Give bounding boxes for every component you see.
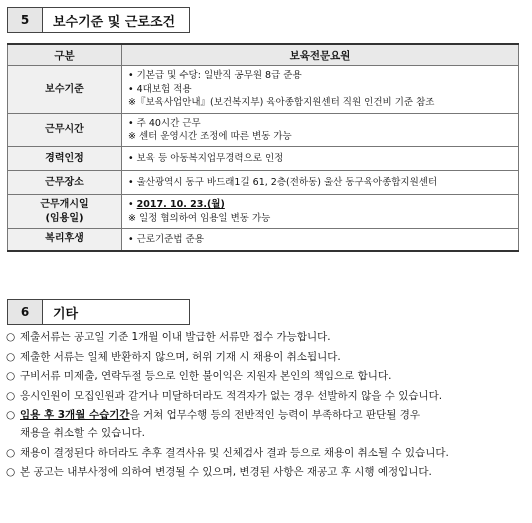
row-label: 경력인정 [8,147,122,171]
circle-bullet-icon: ○ [6,370,16,382]
row-label: 보수기준 [8,66,122,114]
circle-bullet-icon: ○ [6,331,16,343]
list-item: ○ 구비서류 미제출, 연락두절 등으로 인한 불이익은 지원자 본인의 책임으로 합니다. [6,370,392,382]
note-text: ※『보육사업안내』(보건복지부) 육아종합지원센터 직원 인건비 기준 참조 [128,97,435,109]
table-row [8,66,519,114]
section-title: 보수기준 및 근로조건 [43,7,190,33]
row-label-line: (임용일) [45,212,84,224]
row-value [122,171,519,195]
table-row [8,195,519,229]
circle-bullet-icon: ○ [6,350,16,363]
list-item: ○ 제출한 서류는 일체 반환하지 않으며, 허위 기재 시 채용이 취소됩니다. [6,350,341,363]
circle-bullet-icon: ○ [6,389,16,402]
header-category: 구분 [8,44,122,66]
row-label [8,195,122,229]
row-value [122,195,519,229]
circle-bullet-icon: ○ [6,466,16,478]
row-label: 근무시간 [8,114,122,147]
list-item: ○ 응시인원이 모집인원과 같거나 미달하더라도 적격자가 없는 경우 선발하지 않을 수 있습니다. [6,389,443,402]
row-value [122,147,519,171]
probation-highlight: 임용 후 3개월 수습기간 [20,409,130,421]
table-row [8,229,519,251]
header-position: 보육전문요원 [122,44,519,66]
row-label: 근무장소 [8,171,122,195]
row-value [122,66,519,114]
section-5-header [7,7,190,33]
section-title: 기타 [43,299,190,325]
start-date: 2017. 10. 23.(월) [136,199,225,210]
table-row [8,171,519,195]
note-text: ※ 일정 협의하여 임용일 변동 가능 [128,212,271,224]
list-item: • 울산광역시 동구 바드래1길 61, 2층(전하동) 울산 동구육아종합지원센터 [128,176,512,190]
row-value [122,229,519,251]
section-6-header [7,299,190,325]
section-number: 6 [7,299,43,325]
row-value [122,114,519,147]
notice-list [6,331,526,486]
list-item: ○ 본 공고는 내부사정에 의하여 변경될 수 있으며, 변경된 사항은 재공고 후 시행 예정입니다. [6,466,432,478]
conditions-table [7,43,519,252]
list-item [128,198,512,212]
list-item: • 4대보험 적용 [128,83,512,97]
section-number: 5 [7,7,43,33]
list-item: • 주 40시간 근무 [128,117,512,131]
row-label-line: 근무개시일 [40,198,89,210]
table-row [8,147,519,171]
list-item: ○ 제출서류는 공고일 기준 1개월 이내 발급한 서류만 접수 가능합니다. [6,331,331,343]
list-item: • 보육 등 아동복지업무경력으로 인정 [128,152,512,166]
list-item: • 근로기준법 준용 [128,233,512,247]
note-text: ※ 센터 운영시간 조정에 따른 변동 가능 [128,131,292,142]
circle-bullet-icon: ○ [6,446,16,459]
list-item: ○ 임용 후 3개월 수습기간을 거쳐 업무수행 등의 전반적인 능력이 부족하다고 판단될 경우 채용을 취소할 수 있습니다. [6,409,526,440]
circle-bullet-icon: ○ [6,409,16,421]
table-header-row [8,44,519,66]
table-row [8,114,519,147]
row-label: 복리후생 [8,229,122,251]
list-item: ○ 채용이 결정된다 하더라도 추후 결격사유 및 신체검사 결과 등으로 채용이 취소될 수 있습니다. [6,446,449,459]
list-item: • 기본급 및 수당: 일반직 공무원 8급 준용 [128,69,512,83]
list-item-continuation: 채용을 취소할 수 있습니다. [20,427,145,439]
